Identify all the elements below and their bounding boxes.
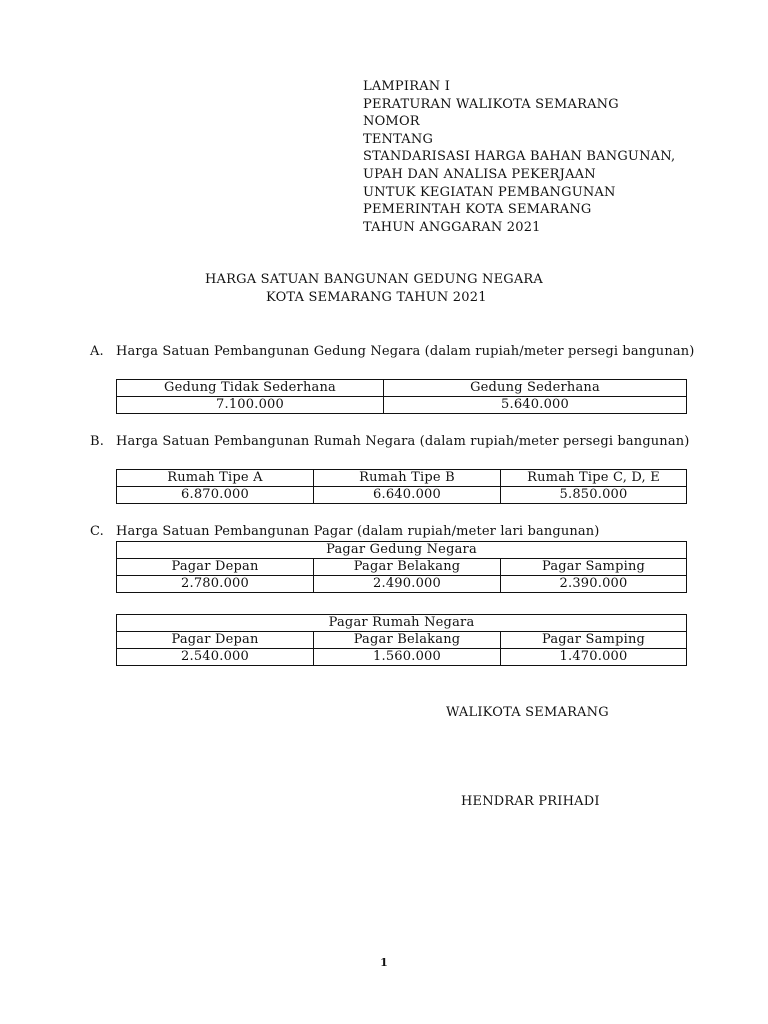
table-cell: 5.850.000 <box>501 487 687 504</box>
header-line: TAHUN ANGGARAN 2021 <box>363 219 541 235</box>
table-header-cell: Pagar Depan <box>117 559 314 576</box>
table-header-row <box>117 470 687 487</box>
table-row <box>117 487 687 504</box>
header-line: PEMERINTAH KOTA SEMARANG <box>363 202 592 218</box>
table-header-cell: Pagar Samping <box>501 632 687 649</box>
title-line-1: HARGA SATUAN BANGUNAN GEDUNG NEGARA <box>205 272 544 287</box>
table-header-cell: Gedung Sederhana <box>384 380 687 397</box>
header-line: STANDARISASI HARGA BAHAN BANGUNAN, <box>363 149 676 165</box>
section-heading-text: Harga Satuan Pembangunan Gedung Negara (dalam rupiah/meter persegi bangunan) <box>116 344 695 359</box>
table-header-cell: Rumah Tipe C, D, E <box>501 470 687 487</box>
table-cell: 2.490.000 <box>314 576 501 593</box>
header-line: UPAH DAN ANALISA PEKERJAAN <box>363 166 596 182</box>
rumah-negara-table <box>116 469 687 504</box>
table-cell: 2.540.000 <box>117 649 314 666</box>
header-line: NOMOR <box>363 114 420 130</box>
table-header-cell: Rumah Tipe B <box>314 470 501 487</box>
table-header-cell: Pagar Depan <box>117 632 314 649</box>
signature-name: HENDRAR PRIHADI <box>461 794 600 809</box>
section-heading-text: Harga Satuan Pembangunan Pagar (dalam rupiah/meter lari bangunan) <box>116 524 600 539</box>
table-header-cell: Pagar Belakang <box>314 632 501 649</box>
pagar-rumah-negara-table <box>116 614 687 666</box>
table-cell: 1.560.000 <box>314 649 501 666</box>
table-header-row <box>117 380 687 397</box>
header-line: UNTUK KEGIATAN PEMBANGUNAN <box>363 184 616 200</box>
gedung-negara-table <box>116 379 687 414</box>
table-cell: 6.870.000 <box>117 487 314 504</box>
signature-office: WALIKOTA SEMARANG <box>446 705 609 720</box>
title-line-2: KOTA SEMARANG TAHUN 2021 <box>266 290 487 305</box>
table-header-cell: Rumah Tipe A <box>117 470 314 487</box>
section-heading-text: Harga Satuan Pembangunan Rumah Negara (dalam rupiah/meter persegi bangunan) <box>116 434 690 449</box>
table-cell: 1.470.000 <box>501 649 687 666</box>
section-letter: A. <box>90 344 104 359</box>
table-header-cell: Pagar Samping <box>501 559 687 576</box>
header-line: TENTANG <box>363 131 434 147</box>
document-header <box>363 78 675 236</box>
table-header-row <box>117 632 687 649</box>
table-row <box>117 397 687 414</box>
section-letter: C. <box>90 524 104 539</box>
table-row <box>117 576 687 593</box>
table-cell: 2.390.000 <box>501 576 687 593</box>
table-cell: 6.640.000 <box>314 487 501 504</box>
table-header-cell: Pagar Belakang <box>314 559 501 576</box>
page-number: 1 <box>380 956 388 969</box>
table-title-row <box>117 542 687 559</box>
table-header-cell: Gedung Tidak Sederhana <box>117 380 384 397</box>
table-cell: 7.100.000 <box>117 397 384 414</box>
header-line: LAMPIRAN I <box>363 79 451 94</box>
table-header-row <box>117 559 687 576</box>
header-line: PERATURAN WALIKOTA SEMARANG <box>363 96 619 112</box>
table-cell: 2.780.000 <box>117 576 314 593</box>
table-title-cell: Pagar Rumah Negara <box>117 615 687 632</box>
table-cell: 5.640.000 <box>384 397 687 414</box>
pagar-gedung-negara-table <box>116 541 687 593</box>
section-letter: B. <box>90 434 104 449</box>
table-title-row <box>117 615 687 632</box>
table-title-cell: Pagar Gedung Negara <box>117 542 687 559</box>
table-row <box>117 649 687 666</box>
